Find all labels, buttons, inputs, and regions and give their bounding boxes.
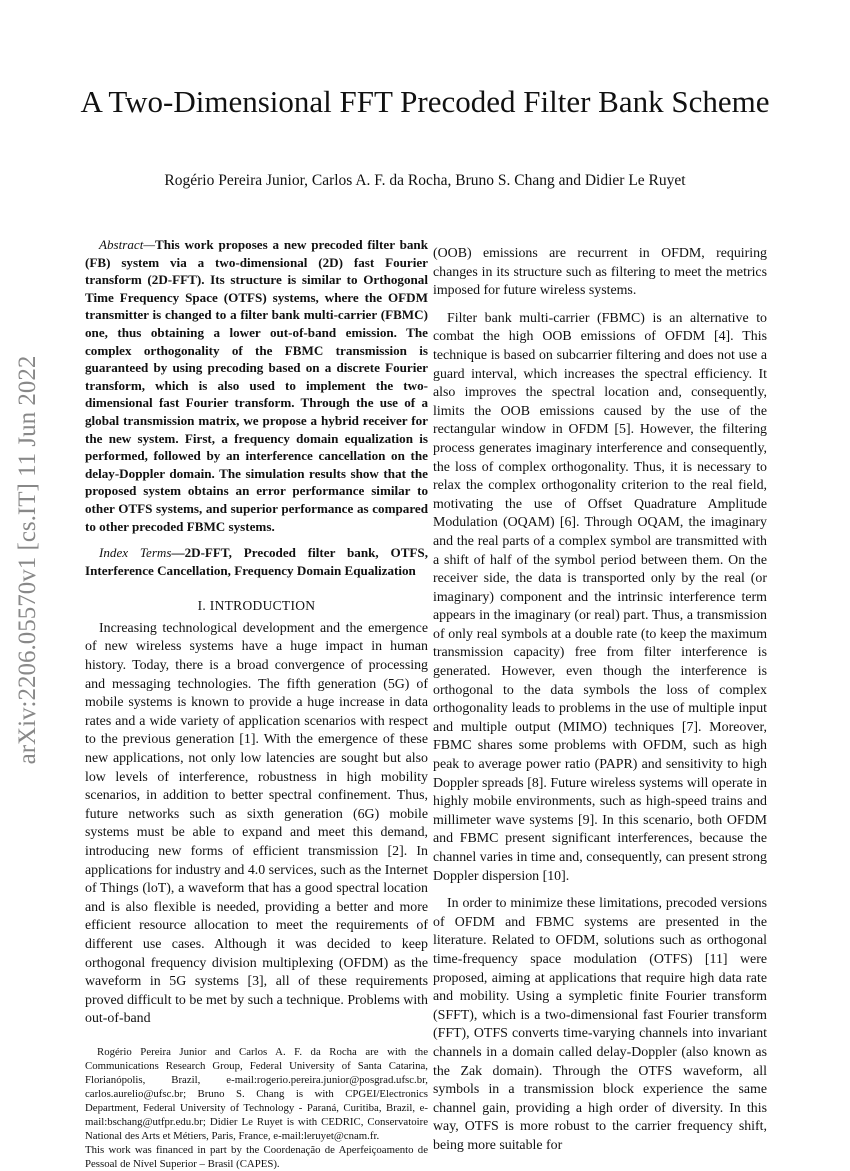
- abstract: [85, 236, 428, 535]
- abstract-label: Abstract—: [99, 237, 156, 252]
- paragraph: Increasing technological development and the emergence of new wireless systems have a huge impact in human history. Today, there is a broad convergence of processing and messaging technologies. The fifth generation (5G) of mobile systems is known to provide a huge increase in data rates and a wide variety of application scenarios with respect to the previous generation [1]. With the emergence of these new applications, not only low latencies are sought but also low levels of interference, robustness in high mobility scenarios, in addition to better spectral confinement. Thus, future networks such as sixth generation (6G) mobile systems must be able to expand and meet this demand, introducing new forms of efficient transmission [2]. In applications for industry and 4.0 services, such as the Internet of Things (loT), a waveform that has a good spectral location and is also flexible is needed, providing a better and more efficient resource allocation to meet the requirements of different use cases. Although it was decided to keep orthogonal frequency division multiplexing (OFDM) as the waveform in 5G systems [3], all of these requirements proved difficult to be met by such a technique. Problems with out-of-band: [85, 620, 428, 1027]
- paragraph: (OOB) emissions are recurrent in OFDM, requiring changes in its structure such as filtering to meet the metrics imposed for future wireless systems.: [433, 246, 767, 299]
- left-column: [85, 236, 428, 1171]
- footnote: [85, 1045, 428, 1171]
- paragraph: In order to minimize these limitations, precoded versions of OFDM and FBMC systems are presented in the literature. Related to OFDM, solutions such as orthogonal time-frequency space modulation (OTFS) [11] were proposed, aiming at applications that require high data rate and mobility. Using a sympletic finite Fourier transform (SFFT), which is a two-dimensional fast Fourier transform (FFT), OTFS converts time-varying channels into invariant channels in a domain called delay-Doppler (also known as the Zak domain). Through the OTFS waveform, all symbols in a transmission block experience the same channel gain, providing a high order of diversity. In this way, OTFS is more robust to the carrier frequency shift, being more suitable for: [433, 896, 767, 1153]
- paragraph: Filter bank multi-carrier (FBMC) is an alternative to combat the high OOB emissions of OFDM [4]. This technique is based on subcarrier filtering and does not use a guard interval, which increases the spectral efficiency. It also improves the spectral location and, consequently, limits the OOB emissions caused by the use of the rectangular window in OFDM [5]. However, the filtering process generates imaginary interference and consequently, the loss of complex orthogonality. Thus, it is necessary to relax the complex orthogonality criterion to the real field, motivating the use of Offset Quadrature Amplitude Modulation (OQAM) [6]. Through OQAM, the imaginary and the real parts of a complex symbol are transmitted with a shift of half of the symbol period between them. On the receiver side, the data is transported only by the real (or imaginary) component and the intrinsic interference term appears in the imaginary (or real) part. Thus, a transmission of only real symbols at a double rate (to keep the maximum transmission capacity) free from filter interference is generated. However, even though the interference is orthogonal to the data symbols the loss of complex orthogonality leads to problems in the use of multiple input and multiple output (MIMO) techniques [7]. Moreover, FBMC shares some problems with OFDM, such as high peak to average power ratio (PAPR) and sensitivity to high Doppler spreads [8]. Future wireless systems will operate in highly mobile environments, such as high-speed trains and millimeter wave systems [9]. In this scenario, both OFDM and FBMC present significant interferences, because the channel varies in time and, consequently, can present strong Doppler dispersion [10].: [433, 310, 767, 884]
- paper-title: A Two-Dimensional FFT Precoded Filter Bank Scheme: [80, 84, 770, 119]
- arxiv-identifier: arXiv:2206.05570v1 [cs.IT] 11 Jun 2022: [14, 355, 41, 765]
- footnote-affiliations: Rogério Pereira Junior and Carlos A. F. da Rocha are with the Communications Research Group, Federal University of Santa Catarina, Florianópolis, Brazil, e-mail:rogerio.pereira.junior@posgrad.ufsc.br, carlos.aurelio@ufsc.br; Bruno S. Chang is with CPGEI/Electronics Department, Federal University of Technology - Paraná, Curitiba, Brazil, e-mail:bschang@utfpr.edu.br; Didier Le Ruyet is with CEDRIC, Conservatoire National des Arts et Métiers, Paris, France, e-mail:leruyet@cnam.fr.: [85, 1045, 428, 1142]
- abstract-text: This work proposes a new precoded filter bank (FB) system via a two-dimensional (2D) fast Fourier transform (2D-FFT). Its structure is similar to Orthogonal Time Frequency Space (OTFS) systems, where the OFDM transmitter is changed to a filter bank multi-carrier (FBMC) one, thus obtaining a lower out-of-band emission. The complex orthogonality of the FBMC transmission is guaranteed by using precoding based on a discrete Fourier transform, which is also used to implement the two-dimensional fast Fourier transform. Through the use of a global transmission matrix, we propose a hybrid receiver for the new system. First, a frequency domain equalization is performed, followed by an interference cancellation on the delay-Doppler domain. The simulation results show that the proposed system obtains an error performance similar to other OTFS systems, and superior performance as compared to other precoded FBMC systems.: [85, 237, 428, 534]
- index-terms: [85, 544, 428, 579]
- author-list: Rogério Pereira Junior, Carlos A. F. da Rocha, Bruno S. Chang and Didier Le Ruyet: [164, 172, 686, 189]
- footnote-funding: This work was financed in part by the Coordenação de Aperfeiçoamento de Pessoal de Nível Superior – Brasil (CAPES).: [85, 1143, 428, 1170]
- index-terms-label: Index Terms: [99, 545, 172, 561]
- section-heading: I. INTRODUCTION: [197, 598, 316, 614]
- right-column: [433, 245, 767, 1156]
- index-terms-text: —2D-FFT, Precoded filter bank, OTFS, Interference Cancellation, Frequency Domain Equalization: [85, 545, 428, 578]
